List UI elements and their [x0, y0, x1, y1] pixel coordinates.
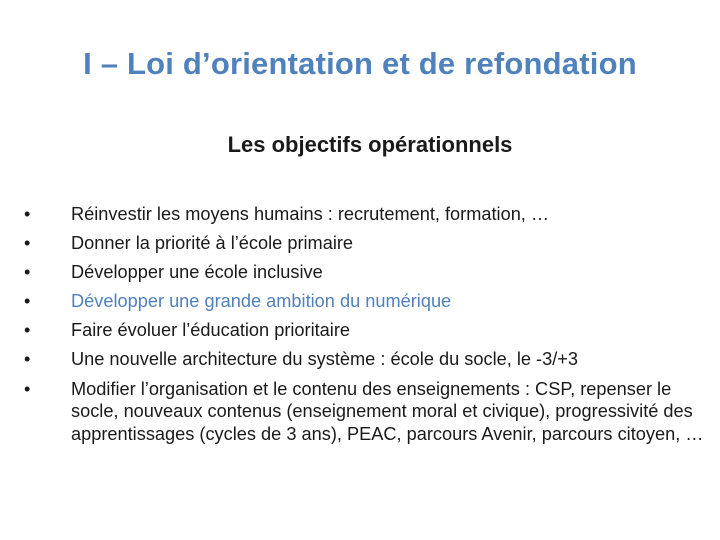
bullet-dot: • [24, 204, 31, 224]
bullet-item [24, 378, 704, 446]
bullet-dot: • [24, 320, 31, 341]
bullet-text: Faire évoluer l’éducation prioritaire [71, 320, 351, 341]
bullet-text: Modifier l’organisation et le contenu des enseignements : CSP, repenser le socle, nouveaux contenus (enseignement moral et civique), progressivité des apprentissages (cycles de 3 ans), PEAC, parcours Avenir, parcours citoyen, … [71, 378, 704, 444]
bullet-item [24, 261, 704, 284]
bullet-dot: • [24, 349, 31, 370]
slide-title: I – Loi d’orientation et de refondation [83, 46, 637, 81]
bullet-text: Une nouvelle architecture du système : école du socle, le -3/+3 [71, 349, 579, 370]
bullet-text: Développer une école inclusive [71, 262, 323, 283]
bullet-item [24, 290, 704, 313]
bullet-item [24, 319, 704, 342]
bullet-item [24, 203, 704, 226]
bullet-dot: • [24, 291, 31, 312]
bullet-dot: • [24, 233, 31, 254]
bullet-item [24, 348, 704, 371]
bullet-dot: • [24, 378, 31, 399]
bullet-text: Réinvestir les moyens humains : recrutement, formation, … [71, 204, 550, 224]
slide-subtitle: Les objectifs opérationnels [227, 132, 513, 157]
bullet-item [24, 232, 704, 255]
bullet-text: Développer une grande ambition du numérique [71, 291, 452, 312]
bullet-dot: • [24, 262, 31, 283]
bullet-list [24, 203, 704, 452]
bullet-text: Donner la priorité à l’école primaire [71, 233, 354, 254]
